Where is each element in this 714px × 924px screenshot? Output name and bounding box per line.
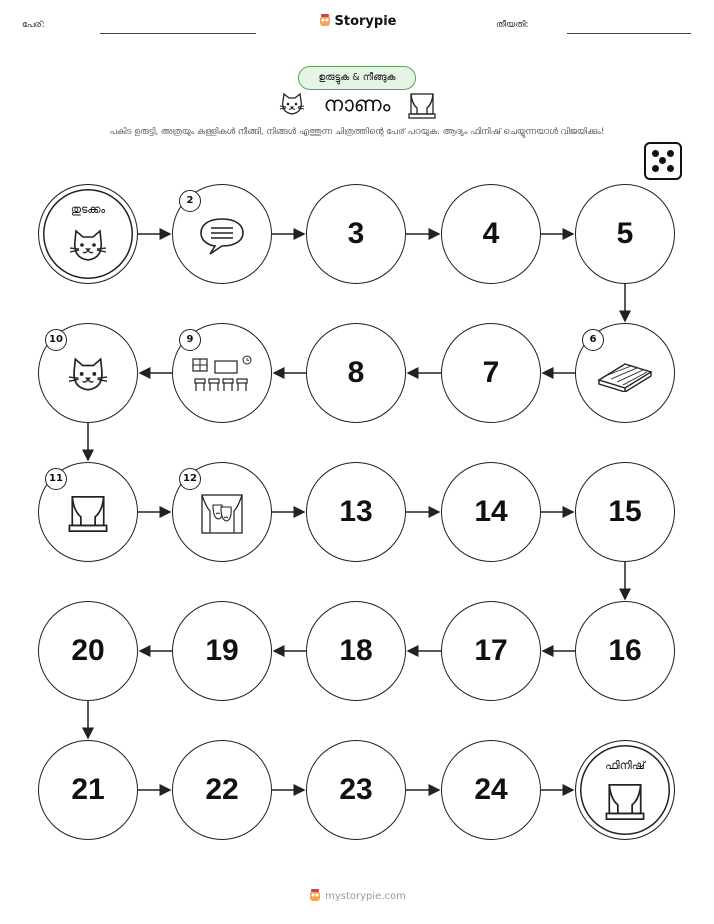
board-cell[interactable] — [441, 601, 541, 701]
cell-number: 19 — [205, 634, 239, 667]
board-cell[interactable] — [575, 184, 675, 284]
footer — [0, 888, 714, 902]
name-label: പേര്: — [22, 20, 45, 30]
cat-icon — [66, 356, 110, 394]
board-cell[interactable] — [172, 601, 272, 701]
cell-number-badge: 6 — [582, 329, 604, 351]
board-cell[interactable] — [172, 740, 272, 840]
board-cell[interactable] — [575, 601, 675, 701]
board-cell[interactable] — [441, 740, 541, 840]
start-cell[interactable] — [38, 184, 138, 284]
date-label: തീയതി: — [496, 20, 529, 30]
cell-number: 23 — [339, 773, 373, 806]
stage-icon — [605, 782, 645, 822]
cell-number: 13 — [339, 495, 373, 528]
cell-number-badge: 11 — [45, 468, 67, 490]
board-cell[interactable] — [441, 184, 541, 284]
cell-number: 4 — [482, 217, 500, 250]
board-cell[interactable] — [38, 323, 138, 423]
board-cell[interactable] — [306, 601, 406, 701]
board-cell[interactable] — [575, 323, 675, 423]
board-cell[interactable] — [575, 462, 675, 562]
board-cell[interactable] — [38, 740, 138, 840]
wooden-floor-icon — [595, 358, 655, 392]
board-cell[interactable] — [38, 601, 138, 701]
board-cell[interactable] — [172, 184, 272, 284]
cell-number: 20 — [71, 634, 105, 667]
speech-bubble-icon — [198, 216, 246, 256]
cell-number-badge: 2 — [179, 190, 201, 212]
instructions: പകിട ഉരുട്ടി, അത്രയും കള്ളികൾ നീങ്ങി, നിങ്ങൾ എത്തുന്ന ചിത്രത്തിന്റെ പേര് പറയുക. ആദ്യം ഫിനിഷ് ചെയ്യുന്നയാൾ വിജയിക്കും! — [109, 127, 605, 137]
cell-number: 18 — [339, 634, 373, 667]
board-cell[interactable] — [38, 462, 138, 562]
board-cell[interactable] — [306, 184, 406, 284]
theater-masks-icon — [200, 493, 244, 535]
cell-number-badge: 9 — [179, 329, 201, 351]
brand-name: Storypie — [334, 14, 397, 29]
cell-number-badge: 10 — [45, 329, 67, 351]
cell-number: 22 — [205, 773, 239, 806]
cell-number: 17 — [474, 634, 508, 667]
cell-number: 24 — [474, 773, 508, 806]
cell-number-badge: 12 — [179, 468, 201, 490]
cell-number: 7 — [482, 356, 500, 389]
board-cell[interactable] — [441, 323, 541, 423]
stage-icon — [68, 494, 108, 534]
board-cell[interactable] — [306, 323, 406, 423]
storypie-logo-icon — [308, 888, 322, 902]
board-cell[interactable] — [441, 462, 541, 562]
game-type-badge: ഉരുട്ടുക & നീങ്ങുക — [298, 66, 416, 90]
board-cell[interactable] — [172, 323, 272, 423]
finish-cell[interactable] — [575, 740, 675, 840]
board-cell[interactable] — [306, 740, 406, 840]
board-cell[interactable] — [172, 462, 272, 562]
classroom-icon — [191, 355, 253, 395]
finish-label: ഫിനിഷ് — [605, 759, 645, 772]
cell-number: 5 — [616, 217, 634, 250]
cell-number: 15 — [608, 495, 642, 528]
cell-number: 8 — [347, 356, 365, 389]
footer-url[interactable]: mystorypie.com — [325, 891, 406, 902]
cell-number: 21 — [71, 773, 105, 806]
cell-number: 3 — [347, 217, 365, 250]
board-cell[interactable] — [306, 462, 406, 562]
page-title: നാണം — [323, 92, 391, 116]
start-label: തുടക്കം — [70, 203, 106, 216]
cat-icon — [68, 228, 108, 264]
cell-number: 14 — [474, 495, 508, 528]
cell-number: 16 — [608, 634, 642, 667]
